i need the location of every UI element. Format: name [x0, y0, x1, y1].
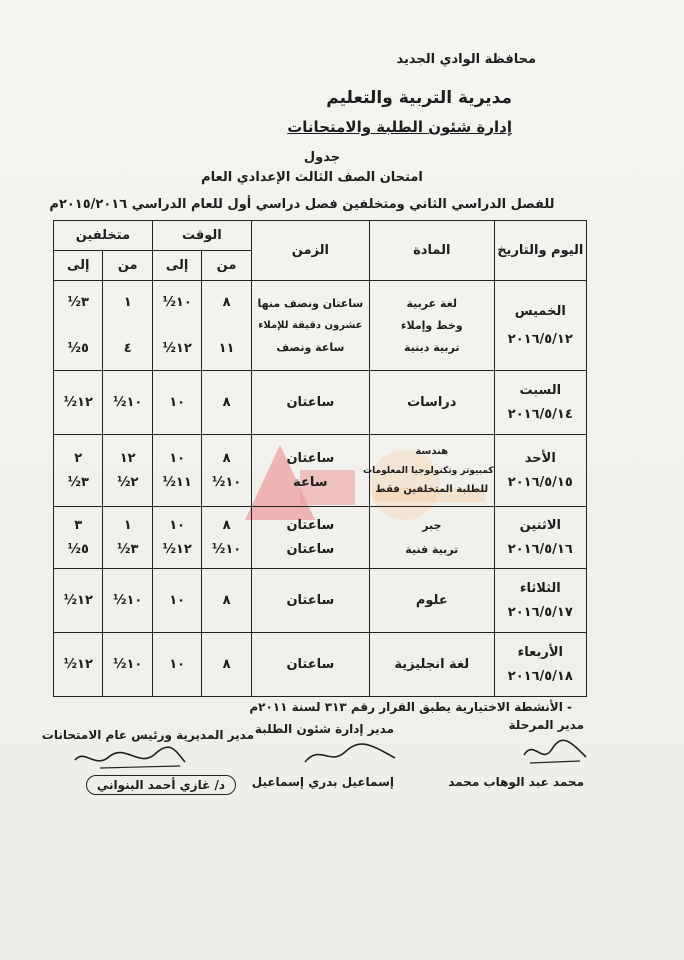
exam-title: امتحان الصف الثالث الإعدادي العام — [201, 170, 423, 185]
day-cell: الاثنين ٢٠١٦/٥/١٦ — [494, 507, 586, 569]
time-from-cell: ٨ — [202, 633, 251, 697]
subject-cell: جبر تربية فنية — [369, 507, 494, 569]
exam-subtitle: للفصل الدراسي الثاني ومتخلفين فصل دراسي أول للعام الدراسي ٢٠١٥/٢٠١٦م — [49, 197, 555, 212]
time-to-cell: ١٠ — [152, 569, 201, 633]
table-word-heading: جدول — [303, 150, 341, 165]
activities-note — [249, 700, 572, 714]
duration-cell: ساعتان — [251, 371, 369, 435]
directorate-heading: مديرية التربية والتعليم — [326, 88, 512, 108]
table-row — [54, 281, 587, 371]
table-row — [54, 371, 587, 435]
time-from-cell: ٨ ١٠½ — [202, 507, 251, 569]
time-to-cell: ١٠ ١١½ — [152, 435, 201, 507]
day-cell: السبت ٢٠١٦/٥/١٤ — [494, 371, 586, 435]
duration-cell: ساعتان ساعة — [251, 435, 369, 507]
header-late-from: من — [103, 251, 152, 281]
header-late: متخلفين — [54, 221, 153, 251]
header-day-date: اليوم والتاريخ — [494, 221, 586, 281]
student-affairs-manager-title: مدير إدارة شئون الطلبة — [254, 722, 394, 736]
header-time-to: إلى — [152, 251, 201, 281]
directorate-manager-name: د/ غازي أحمد البنواني — [86, 775, 236, 795]
duration-cell: ساعتان ساعتان — [251, 507, 369, 569]
department-heading: إدارة شئون الطلبة والامتحانات — [287, 118, 512, 136]
directorate-manager-title: مدير المديرية ورئيس عام الامتحانات — [41, 728, 254, 742]
time-from-cell: ٨ ١١ — [202, 281, 251, 371]
header-subject: المادة — [369, 221, 494, 281]
subject-cell: لغة عربية وخط وإملاء تربية دينية — [369, 281, 494, 371]
exam-schedule-table — [53, 220, 587, 697]
day-cell: الخميس ٢٠١٦/٥/١٢ — [494, 281, 586, 371]
late-to-cell: ١٢½ — [54, 569, 103, 633]
late-from-cell: ١ ٣½ — [103, 507, 152, 569]
late-from-cell: ١٠½ — [103, 569, 152, 633]
header-time-from: من — [202, 251, 251, 281]
table-row — [54, 633, 587, 697]
subject-cell: علوم — [369, 569, 494, 633]
subject-cell: دراسات — [369, 371, 494, 435]
signature-scrawl-2 — [300, 740, 400, 770]
time-to-cell: ١٠ ١٢½ — [152, 507, 201, 569]
time-to-cell: ١٠ — [152, 371, 201, 435]
note-text: الأنشطة الاختيارية يطبق القرار رقم ٣١٣ لسنة ٢٠١١م — [249, 700, 563, 714]
table-row — [54, 507, 587, 569]
time-from-cell: ٨ ١٠½ — [202, 435, 251, 507]
subject-cell: لغة انجليزية — [369, 633, 494, 697]
header-duration: الزمن — [251, 221, 369, 281]
header-time: الوقت — [152, 221, 251, 251]
time-from-cell: ٨ — [202, 371, 251, 435]
day-cell: الأحد ٢٠١٦/٥/١٥ — [494, 435, 586, 507]
time-to-cell: ١٠½ ١٢½ — [152, 281, 201, 371]
day-cell: الثلاثاء ٢٠١٦/٥/١٧ — [494, 569, 586, 633]
header-late-to: إلى — [54, 251, 103, 281]
signature-scrawl-1 — [520, 735, 590, 769]
duration-cell: ساعتان ونصف منها عشرون دقيقة للإملاء ساعة ونصف — [251, 281, 369, 371]
note-dash: - — [562, 700, 572, 714]
subject-cell: هندسة كمبيوتر وتكنولوجيا المعلومات للطلبة المتخلفين فقط — [369, 435, 494, 507]
stage-manager-name: محمد عبد الوهاب محمد — [448, 775, 584, 789]
late-from-cell: ١ ٤ — [103, 281, 152, 371]
table-row — [54, 435, 587, 507]
late-to-cell: ٢ ٣½ — [54, 435, 103, 507]
table-row — [54, 569, 587, 633]
governorate-heading: محافظة الوادي الجديد — [396, 52, 536, 67]
late-to-cell: ٣ ٥½ — [54, 507, 103, 569]
day-cell: الأربعاء ٢٠١٦/٥/١٨ — [494, 633, 586, 697]
signature-scrawl-3 — [70, 742, 190, 772]
late-to-cell: ٣½ ٥½ — [54, 281, 103, 371]
time-from-cell: ٨ — [202, 569, 251, 633]
duration-cell: ساعتان — [251, 633, 369, 697]
stage-manager-title: مدير المرحلة — [508, 718, 584, 732]
time-to-cell: ١٠ — [152, 633, 201, 697]
late-to-cell: ١٢½ — [54, 371, 103, 435]
duration-cell: ساعتان — [251, 569, 369, 633]
late-from-cell: ١٠½ — [103, 371, 152, 435]
late-from-cell: ١٢ ٢½ — [103, 435, 152, 507]
late-from-cell: ١٠½ — [103, 633, 152, 697]
student-affairs-manager-name: إسماعيل بدري إسماعيل — [251, 775, 394, 789]
late-to-cell: ١٢½ — [54, 633, 103, 697]
